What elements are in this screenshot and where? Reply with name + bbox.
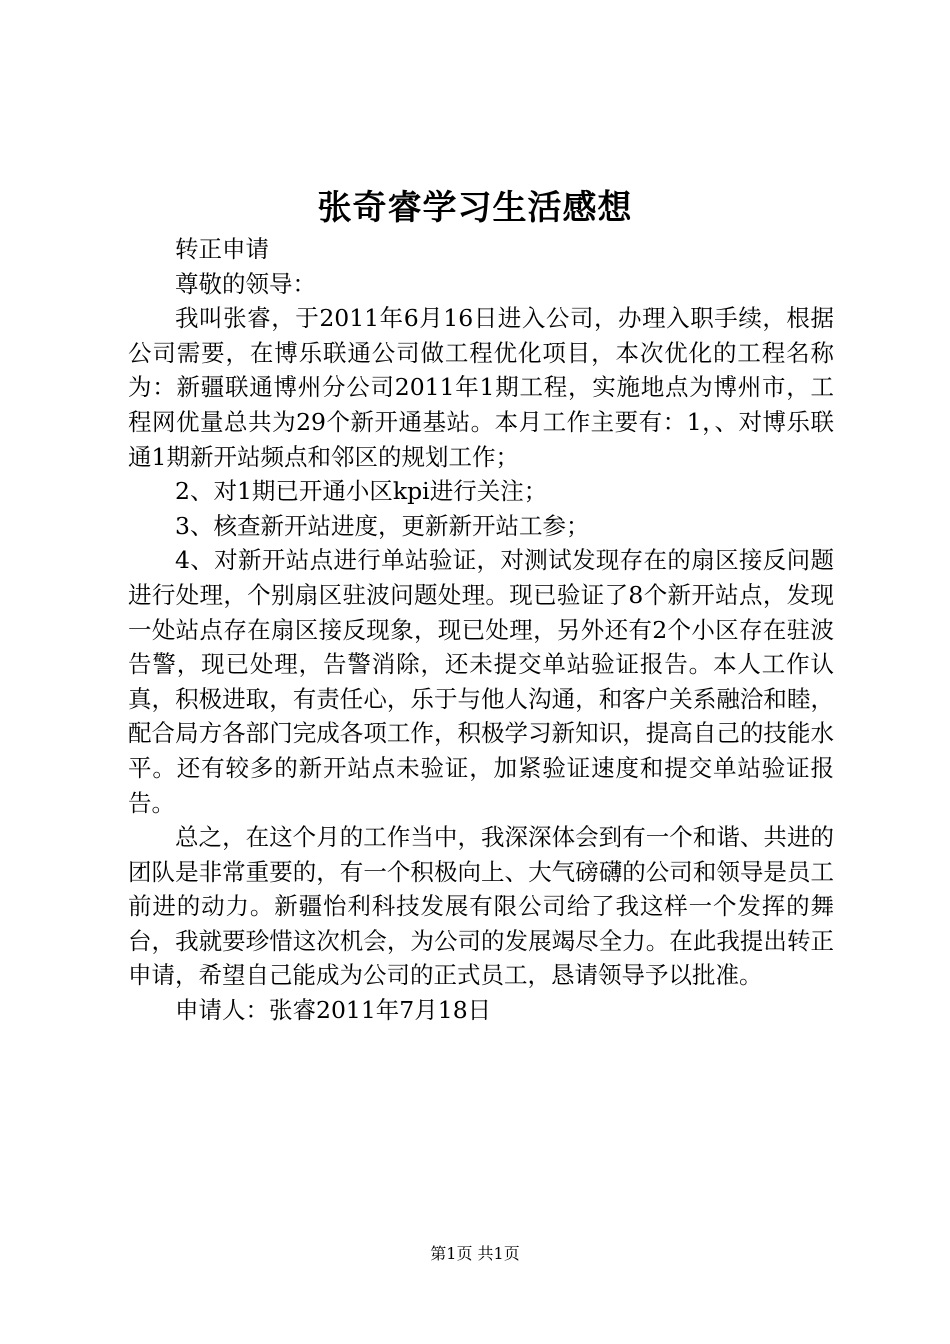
- list-item-3: 3、核查新开站进度，更新新开站工参；: [175, 511, 590, 540]
- list-item-4: 4、对新开站点进行单站验证，对测试发现存在的扇区接反问题进行处理，个别扇区驻波问题处理。现已验证了8个新开站点，发现一处站点存在扇区接反现象，现已处理，另外还有2个小区存在驻波告警，现已处理，告警消除，还未提交单站验证报告。本人工作认真，积极进取，有责任心，乐于与他人沟通，和客户关系融洽和睦，配合局方各部门完成各项工作，积极学习新知识，提高自己的技能水平。还有较多的新开站点未验证，加紧验证速度和提交单站验证报告。: [128, 546, 834, 817]
- intro-paragraph: 我叫张睿，于2011年6月16日进入公司，办理入职手续，根据公司需要，在博乐联通公司做工程优化项目，本次优化的工程名称为：新疆联通博州分公司2011年1期工程，实施地点为博州市，工程网优量总共为29个新开通基站。本月工作主要有：1，、对博乐联通1期新开站频点和邻区的规划工作；: [128, 304, 834, 471]
- conclusion-paragraph: 总之，在这个月的工作当中，我深深体会到有一个和谐、共进的团队是非常重要的，有一个积极向上、大气磅礴的公司和领导是员工前进的动力。新疆怡利科技发展有限公司给了我这样一个发挥的舞台，我就要珍惜这次机会，为公司的发展竭尽全力。在此我提出转正申请，希望自己能成为公司的正式员工，恳请领导予以批准。: [128, 823, 834, 990]
- document-title: 张奇睿学习生活感想: [317, 188, 633, 228]
- signature-paragraph: 申请人：张睿2011年7月18日: [175, 996, 492, 1025]
- document-body: [128, 232, 834, 1028]
- salutation-paragraph: 尊敬的领导：: [175, 269, 316, 298]
- list-item-2: 2、对1期已开通小区kpi进行关注；: [175, 477, 548, 506]
- page-footer: 第1页 共1页: [430, 1244, 520, 1263]
- heading-paragraph: 转正申请: [175, 235, 269, 263]
